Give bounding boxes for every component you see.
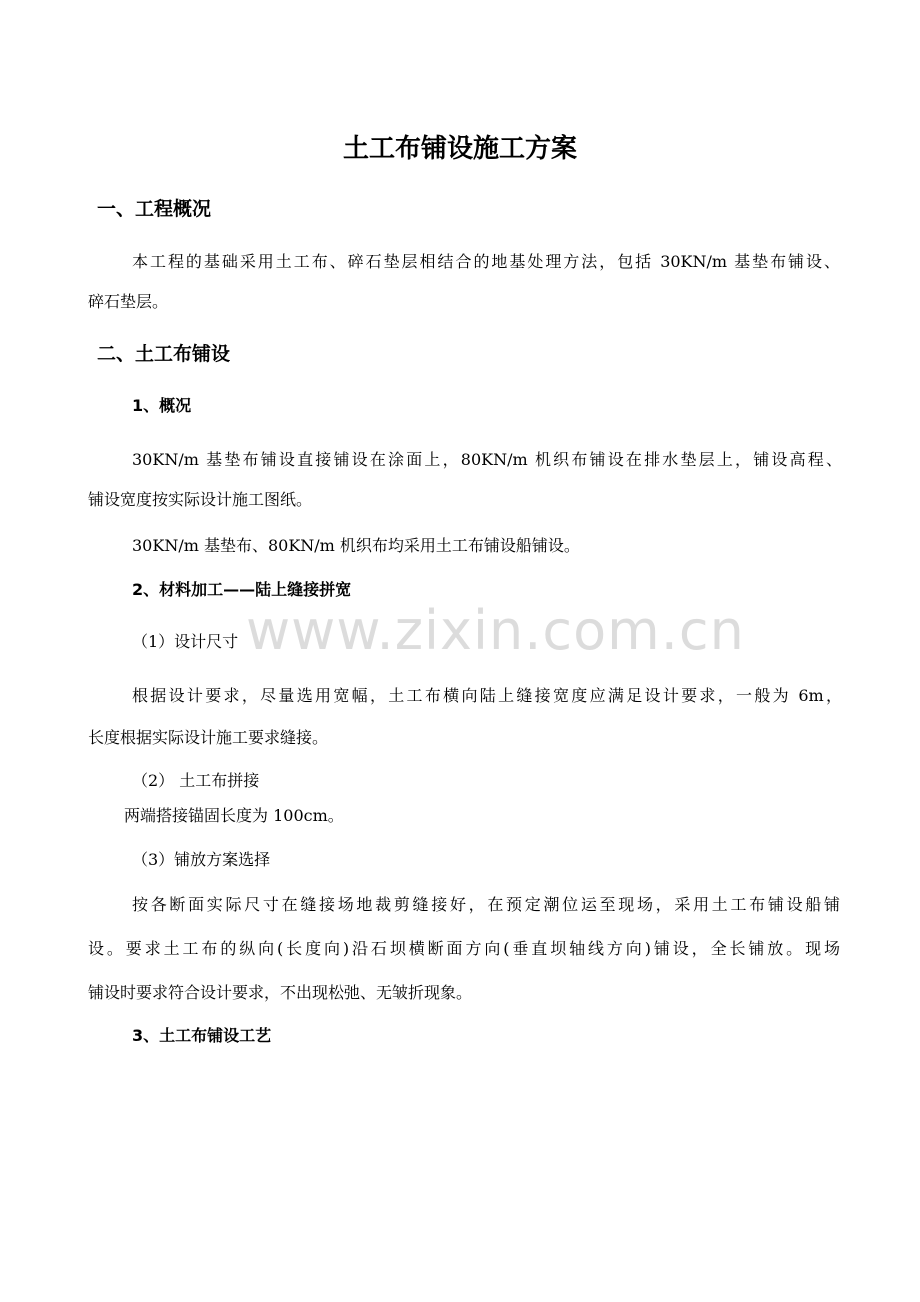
overview-paragraph-line-2: 碎石垫层。 xyxy=(88,292,169,311)
design-size-paragraph-line-1: 根据设计要求，尽量选用宽幅，土工布横向陆上缝接宽度应满足设计要求，一般为 6m， xyxy=(132,686,842,705)
summary-paragraph-line-2: 铺设宽度按实际设计施工图纸。 xyxy=(88,490,313,509)
laying-plan-paragraph-line-2: 设。要求土工布的纵向(长度向)沿石坝横断面方向(垂直坝轴线方向)铺设，全长铺放。现场 xyxy=(88,939,840,958)
design-size-paragraph-line-2: 长度根据实际设计施工要求缝接。 xyxy=(88,728,329,747)
subsection-heading-laying-process: 3、土工布铺设工艺 xyxy=(132,1026,272,1045)
watermark: www.zixin.com.cn xyxy=(246,599,745,662)
summary-paragraph-2: 30KN/m 基垫布、80KN/m 机织布均采用土工布铺设船铺设。 xyxy=(132,536,580,555)
laying-plan-paragraph-line-1: 按各断面实际尺寸在缝接场地裁剪缝接好，在预定潮位运至现场，采用土工布铺设船铺 xyxy=(132,895,840,914)
splicing-text: 两端搭接锚固长度为 100cm。 xyxy=(124,806,344,825)
item-heading-design-size: （1）设计尺寸 xyxy=(132,632,239,651)
document-title: 土工布铺设施工方案 xyxy=(342,134,577,164)
subsection-heading-summary: 1、概况 xyxy=(132,396,192,415)
summary-paragraph-line-1: 30KN/m 基垫布铺设直接铺设在涂面上，80KN/m 机织布铺设在排水垫层上，铺设高程、 xyxy=(132,450,842,469)
section-heading-geotextile-laying: 二、土工布铺设 xyxy=(97,343,231,365)
item-heading-splicing: （2） 土工布拼接 xyxy=(132,771,260,790)
item-heading-laying-plan: （3）铺放方案选择 xyxy=(132,850,271,869)
section-heading-overview: 一、工程概况 xyxy=(97,198,212,220)
subsection-heading-material-processing: 2、材料加工——陆上缝接拼宽 xyxy=(132,580,352,599)
overview-paragraph-line-1: 本工程的基础采用土工布、碎石垫层相结合的地基处理方法，包括 30KN/m 基垫布铺设、 xyxy=(132,252,840,271)
laying-plan-paragraph-line-3: 铺设时要求符合设计要求，不出现松弛、无皱折现象。 xyxy=(88,983,473,1002)
